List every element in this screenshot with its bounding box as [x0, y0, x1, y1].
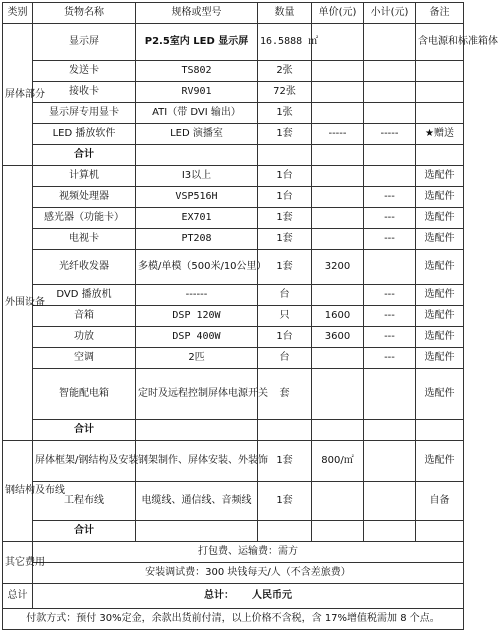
- cell-note: 选配件: [416, 285, 464, 306]
- cell-note: 选配件: [416, 306, 464, 327]
- cell-price: 800/㎡: [312, 441, 364, 482]
- cell-qty: 1套: [258, 208, 312, 229]
- cell-qty: 1张: [258, 103, 312, 124]
- cell-name: 功放: [33, 327, 136, 348]
- cell-qty: 1套: [258, 229, 312, 250]
- cell-note: 选配件: [416, 208, 464, 229]
- cell-name: 电视卡: [33, 229, 136, 250]
- table-row: [3, 327, 464, 348]
- cell-spec: 多模/单模（500米/10公里）: [136, 250, 258, 285]
- category-peripheral: 外围设备: [3, 166, 33, 441]
- cell-empty: [364, 420, 416, 441]
- cell-subtotal: ---: [364, 208, 416, 229]
- cell-spec: 2匹: [136, 348, 258, 369]
- cell-empty: [416, 521, 464, 542]
- cell-name: 发送卡: [33, 61, 136, 82]
- cell-note: 含电源和标准箱体: [416, 24, 464, 61]
- table-row: [3, 306, 464, 327]
- cell-name: 显示屏专用显卡: [33, 103, 136, 124]
- cell-subtotal: ---: [364, 285, 416, 306]
- cell-spec: DSP 400W: [136, 327, 258, 348]
- cell-spec: 定时及远程控制屏体电源开关: [136, 369, 258, 420]
- cell-price: [312, 285, 364, 306]
- cell-spec: DSP 120W: [136, 306, 258, 327]
- cell-subtotal: ---: [364, 348, 416, 369]
- header-spec: 规格或型号: [136, 3, 258, 24]
- cell-subtotal: ---: [364, 306, 416, 327]
- cell-name: 显示屏: [33, 24, 136, 61]
- table-row: [3, 82, 464, 103]
- cell-empty: [312, 145, 364, 166]
- cell-empty: [258, 420, 312, 441]
- cell-note: 选配件: [416, 187, 464, 208]
- category-screen: 屏体部分: [3, 24, 33, 166]
- cell-qty: 1套: [258, 124, 312, 145]
- cell-empty: [258, 521, 312, 542]
- cell-empty: [364, 521, 416, 542]
- cell-price: 3600: [312, 327, 364, 348]
- table-row: [3, 542, 464, 563]
- table-row: [3, 348, 464, 369]
- category-other: 其它费用: [3, 542, 33, 584]
- cell-price: [312, 229, 364, 250]
- header-row: [3, 3, 464, 24]
- table-row: [3, 441, 464, 482]
- cell-note: 选配件: [416, 250, 464, 285]
- cell-qty: 2张: [258, 61, 312, 82]
- header-name: 货物名称: [33, 3, 136, 24]
- cell-qty: 1套: [258, 441, 312, 482]
- cell-note: 选配件: [416, 327, 464, 348]
- cell-empty: [364, 145, 416, 166]
- cell-spec: 钢架制作、屏体安装、外装饰: [136, 441, 258, 482]
- header-category: 类别: [3, 3, 33, 24]
- cell-qty: 1台: [258, 187, 312, 208]
- cell-qty: 1套: [258, 482, 312, 521]
- cell-empty: [136, 521, 258, 542]
- quotation-sheet: [2, 2, 498, 630]
- cell-subtotal: ---: [364, 187, 416, 208]
- cell-price: [312, 369, 364, 420]
- cell-note: 选配件: [416, 369, 464, 420]
- cell-qty: 72张: [258, 82, 312, 103]
- cell-empty: [312, 521, 364, 542]
- cell-name: 光纤收发器: [33, 250, 136, 285]
- cell-note: 选配件: [416, 348, 464, 369]
- cell-name: 接收卡: [33, 82, 136, 103]
- cell-name: LED 播放软件: [33, 124, 136, 145]
- header-unit-price: 单价(元): [312, 3, 364, 24]
- subtotal-label: 合计: [33, 145, 136, 166]
- cell-subtotal: ---: [364, 327, 416, 348]
- cell-subtotal: [364, 369, 416, 420]
- cell-name: 计算机: [33, 166, 136, 187]
- header-note: 备注: [416, 3, 464, 24]
- header-qty: 数量: [258, 3, 312, 24]
- cell-note: 选配件: [416, 166, 464, 187]
- total-row: [3, 584, 464, 609]
- cell-note: ★赠送: [416, 124, 464, 145]
- subtotal-row: [3, 420, 464, 441]
- cell-name: DVD 播放机: [33, 285, 136, 306]
- cell-note: 选配件: [416, 441, 464, 482]
- cell-spec: TS802: [136, 61, 258, 82]
- table-row: [3, 24, 464, 61]
- cell-subtotal: [364, 482, 416, 521]
- cell-qty: 台: [258, 348, 312, 369]
- cell-note: [416, 61, 464, 82]
- table-row: [3, 250, 464, 285]
- cell-subtotal: [364, 441, 416, 482]
- fee-packaging: 打包费、运输费：需方: [33, 542, 464, 563]
- cell-price: [312, 482, 364, 521]
- cell-note: [416, 103, 464, 124]
- table-row: [3, 482, 464, 521]
- cell-subtotal: [364, 24, 416, 61]
- cell-price: [312, 187, 364, 208]
- table-row: [3, 166, 464, 187]
- cell-price: [312, 24, 364, 61]
- cell-empty: [136, 145, 258, 166]
- cell-price: -----: [312, 124, 364, 145]
- cell-subtotal: [364, 82, 416, 103]
- cell-spec: P2.5室内 LED 显示屏: [136, 24, 258, 61]
- cell-name: 空调: [33, 348, 136, 369]
- cell-price: [312, 82, 364, 103]
- total-cell: [33, 584, 464, 609]
- category-steel: 钢结构及布线: [3, 441, 33, 542]
- cell-empty: [416, 420, 464, 441]
- table-row: [3, 124, 464, 145]
- cell-subtotal: [364, 166, 416, 187]
- cell-spec: 电缆线、通信线、音频线: [136, 482, 258, 521]
- cell-qty: 套: [258, 369, 312, 420]
- cell-qty: 1套: [258, 250, 312, 285]
- cell-spec: VSP516H: [136, 187, 258, 208]
- cell-subtotal: [364, 61, 416, 82]
- cell-subtotal: ---: [364, 229, 416, 250]
- total-currency: 人民币元: [252, 590, 292, 601]
- cell-note: [416, 82, 464, 103]
- payment-row: [3, 609, 464, 630]
- table-row: [3, 103, 464, 124]
- quotation-table: [2, 2, 498, 630]
- cell-price: [312, 103, 364, 124]
- cell-note: 自备: [416, 482, 464, 521]
- cell-spec: EX701: [136, 208, 258, 229]
- cell-name: 感光器（功能卡）: [33, 208, 136, 229]
- cell-spec: LED 演播室: [136, 124, 258, 145]
- cell-qty: 1台: [258, 327, 312, 348]
- total-label: 总计：: [204, 590, 234, 601]
- cell-note: 选配件: [416, 229, 464, 250]
- cell-qty: 台: [258, 285, 312, 306]
- cell-name: 屏体框架/钢结构及安装: [33, 441, 136, 482]
- subtotal-row: [3, 145, 464, 166]
- cell-price: [312, 208, 364, 229]
- cell-qty: 只: [258, 306, 312, 327]
- header-subtotal: 小计(元): [364, 3, 416, 24]
- table-row: [3, 61, 464, 82]
- table-row: [3, 229, 464, 250]
- table-row: [3, 369, 464, 420]
- payment-terms: 付款方式：预付 30%定金，余款出货前付清，以上价格不含税，含 17%增值税需加 8 个点。: [3, 609, 464, 630]
- subtotal-label: 合计: [33, 420, 136, 441]
- table-row: [3, 187, 464, 208]
- cell-price: [312, 348, 364, 369]
- cell-spec: ATI（带 DVI 输出）: [136, 103, 258, 124]
- total-category: 总计: [3, 584, 33, 609]
- cell-name: 音箱: [33, 306, 136, 327]
- cell-price: 3200: [312, 250, 364, 285]
- cell-empty: [312, 420, 364, 441]
- cell-spec: I3以上: [136, 166, 258, 187]
- cell-spec: PT208: [136, 229, 258, 250]
- cell-subtotal: [364, 250, 416, 285]
- cell-empty: [258, 145, 312, 166]
- table-row: [3, 563, 464, 584]
- cell-spec: ------: [136, 285, 258, 306]
- table-row: [3, 285, 464, 306]
- subtotal-row: [3, 521, 464, 542]
- cell-qty: 16.5888 ㎡: [258, 24, 312, 61]
- cell-price: [312, 166, 364, 187]
- cell-spec: RV901: [136, 82, 258, 103]
- subtotal-label: 合计: [33, 521, 136, 542]
- cell-subtotal: [364, 103, 416, 124]
- cell-name: 智能配电箱: [33, 369, 136, 420]
- cell-price: [312, 61, 364, 82]
- cell-name: 视频处理器: [33, 187, 136, 208]
- cell-price: 1600: [312, 306, 364, 327]
- cell-name: 工程布线: [33, 482, 136, 521]
- cell-qty: 1台: [258, 166, 312, 187]
- cell-subtotal: -----: [364, 124, 416, 145]
- fee-installation: 安装调试费：300 块钱每天/人（不含差旅费）: [33, 563, 464, 584]
- cell-empty: [416, 145, 464, 166]
- table-row: [3, 208, 464, 229]
- cell-empty: [136, 420, 258, 441]
